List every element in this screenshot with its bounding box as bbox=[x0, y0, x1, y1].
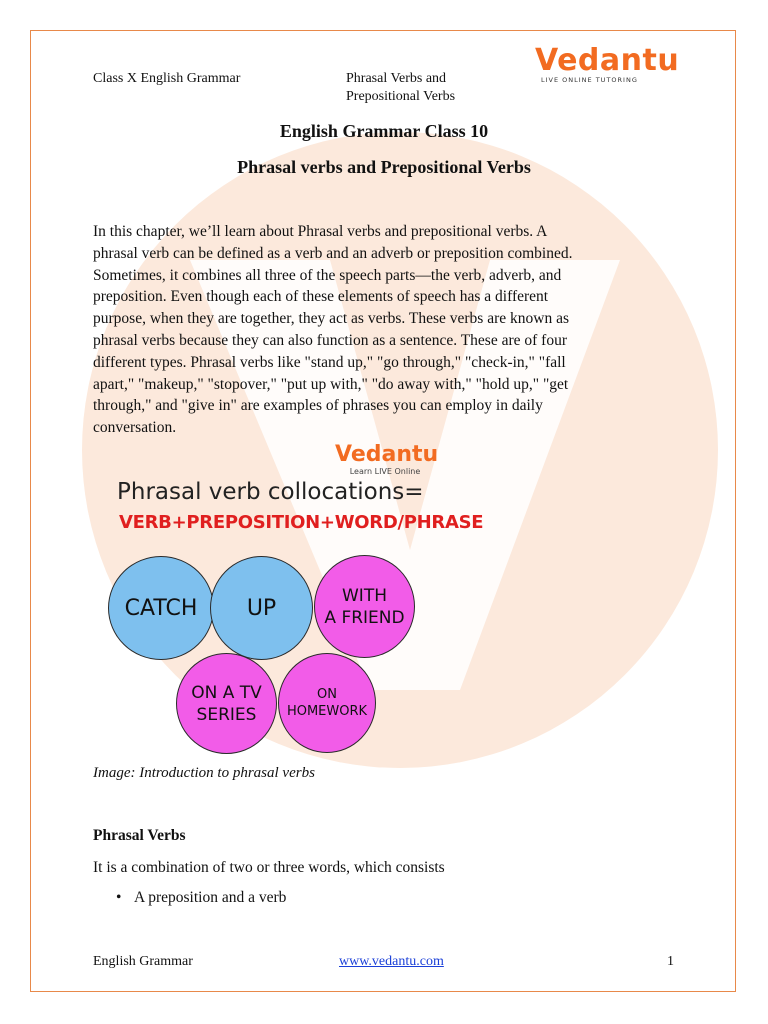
figure-caption: Image: Introduction to phrasal verbs bbox=[93, 765, 315, 781]
intro-line: apart," "makeup," "stopover," "put up with," "do away with," "hold up," "get bbox=[93, 375, 569, 393]
page-title: English Grammar Class 10 bbox=[279, 121, 489, 141]
footer-left: English Grammar bbox=[93, 954, 193, 969]
intro-line: Sometimes, it combines all three of the speech parts—the verb, adverb, and bbox=[93, 266, 562, 284]
figure-logo bbox=[335, 442, 439, 476]
figure-title: Phrasal verb collocations= bbox=[117, 479, 424, 505]
bullet-item bbox=[116, 889, 286, 907]
circle-up-label: UP bbox=[246, 595, 277, 621]
logo-word: Vedantu bbox=[535, 43, 680, 78]
circle-with-a-friend bbox=[314, 555, 415, 658]
circle-a-friend-label: A FRIEND bbox=[324, 607, 405, 628]
footer-link[interactable]: www.vedantu.com bbox=[339, 954, 444, 969]
header-left: Class X English Grammar bbox=[93, 71, 241, 86]
header-center-line2: Prepositional Verbs bbox=[346, 89, 456, 104]
intro-line: phrasal verbs because they can also function as a sentence. These are of four bbox=[93, 331, 567, 349]
intro-paragraph bbox=[93, 221, 668, 439]
vedantu-logo bbox=[535, 43, 680, 84]
circle-with-label: WITH bbox=[342, 585, 387, 606]
circle-tv-label-1: ON A TV bbox=[191, 682, 262, 703]
circle-tv-label-2: SERIES bbox=[196, 704, 257, 725]
intro-line: In this chapter, we’ll learn about Phrasal verbs and prepositional verbs. A bbox=[93, 223, 548, 240]
bullet-dot: • bbox=[116, 889, 122, 906]
figure-formula: VERB+PREPOSITION+WORD/PHRASE bbox=[119, 512, 484, 533]
page-subtitle: Phrasal verbs and Prepositional Verbs bbox=[237, 157, 531, 177]
circle-homework-label-1: ON bbox=[317, 687, 337, 702]
circle-on-homework bbox=[278, 653, 376, 753]
circle-catch bbox=[108, 556, 214, 660]
page-number: 1 bbox=[667, 954, 674, 969]
figure-logo-word: Vedantu bbox=[335, 442, 439, 467]
circle-up bbox=[210, 556, 313, 660]
intro-line: conversation. bbox=[93, 419, 177, 437]
logo-tagline: LIVE ONLINE TUTORING bbox=[541, 76, 638, 84]
circle-catch-label: CATCH bbox=[124, 595, 198, 621]
section-text: It is a combination of two or three words, which consists bbox=[93, 859, 445, 876]
intro-line: different types. Phrasal verbs like "stand up," "go through," "check-in," "fall bbox=[93, 353, 566, 371]
circle-on-a-tv-series bbox=[176, 653, 277, 754]
figure-logo-tagline: Learn LIVE Online bbox=[349, 467, 421, 476]
intro-line: preposition. Even though each of these elements of speech has a different bbox=[93, 288, 549, 306]
header-center-line1: Phrasal Verbs and bbox=[346, 71, 447, 86]
bullet-text: A preposition and a verb bbox=[134, 889, 287, 906]
intro-line: through," and "give in" are examples of phrases you can employ in daily bbox=[93, 397, 543, 415]
intro-line: purpose, when they are together, they act as verbs. These verbs are known as bbox=[93, 310, 569, 328]
circle-homework-label-2: HOMEWORK bbox=[286, 704, 368, 719]
intro-line: phrasal verb can be defined as a verb and an adverb or preposition combined. bbox=[93, 244, 573, 262]
section-heading: Phrasal Verbs bbox=[93, 827, 186, 844]
